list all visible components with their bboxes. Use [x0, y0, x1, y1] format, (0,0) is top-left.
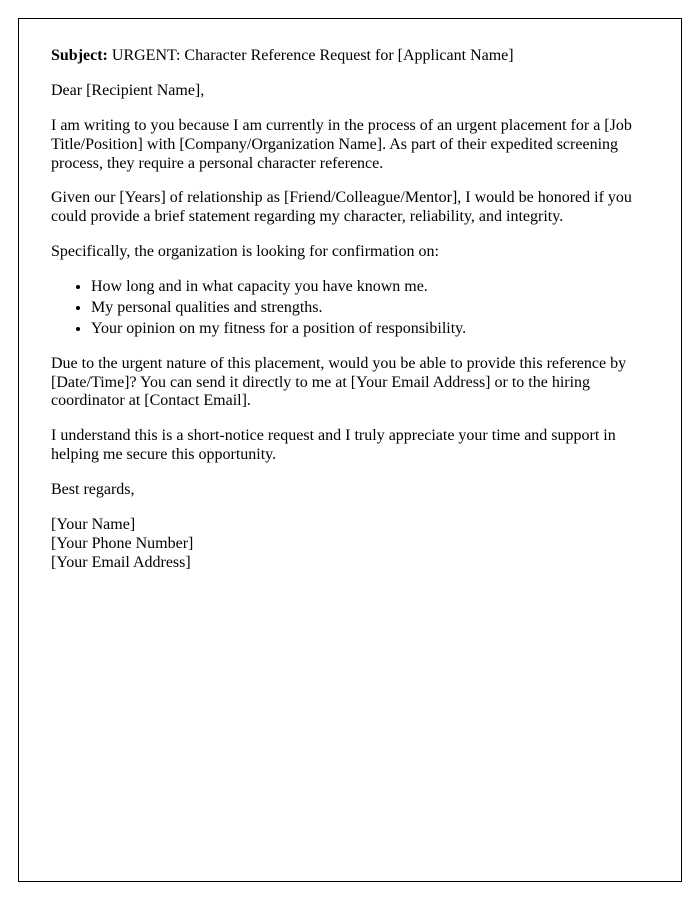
- signature-name: [Your Name]: [51, 515, 136, 533]
- confirmation-bullet-list: [51, 278, 645, 339]
- paragraph-relationship: Given our [Years] of relationship as [Friend/Colleague/Mentor], I would be honored if you could provide a brief statement regarding my character, reliability, and integrity.: [51, 189, 632, 226]
- paragraph-intro: I am writing to you because I am currently in the process of an urgent placement for a [Job Title/Position] with [Company/Organization Name]. As part of their expedited screening process, they require a personal character reference.: [51, 116, 632, 172]
- bullet-item-qualities: • My personal qualities and strengths.: [91, 299, 645, 318]
- greeting: Dear [Recipient Name],: [51, 81, 205, 99]
- paragraph-deadline: Due to the urgent nature of this placement, would you be able to provide this reference by [Date/Time]? You can send it directly to me at [Your Email Address] or to the hiring coordinator at [Contact Email].: [51, 354, 627, 410]
- paragraph-thanks: I understand this is a short-notice request and I truly appreciate your time and support in helping me secure this opportunity.: [51, 427, 616, 464]
- closing: Best regards,: [51, 481, 135, 498]
- subject-line: [51, 47, 645, 66]
- subject-text: URGENT: Character Reference Request for [Applicant Name]: [111, 47, 514, 64]
- bullet-item-fitness: • Your opinion on my fitness for a position of responsibility.: [91, 320, 645, 339]
- subject-label: Subject:: [51, 47, 108, 64]
- signature-block: [51, 516, 645, 573]
- paragraph-confirmation-lead: Specifically, the organization is looking for confirmation on:: [51, 243, 439, 261]
- bullet-item-capacity: • How long and in what capacity you have known me.: [91, 278, 645, 297]
- letter-content: [19, 19, 681, 619]
- letter-page: [18, 18, 682, 882]
- signature-email: [Your Email Address]: [51, 553, 191, 571]
- signature-phone: [Your Phone Number]: [51, 534, 194, 552]
